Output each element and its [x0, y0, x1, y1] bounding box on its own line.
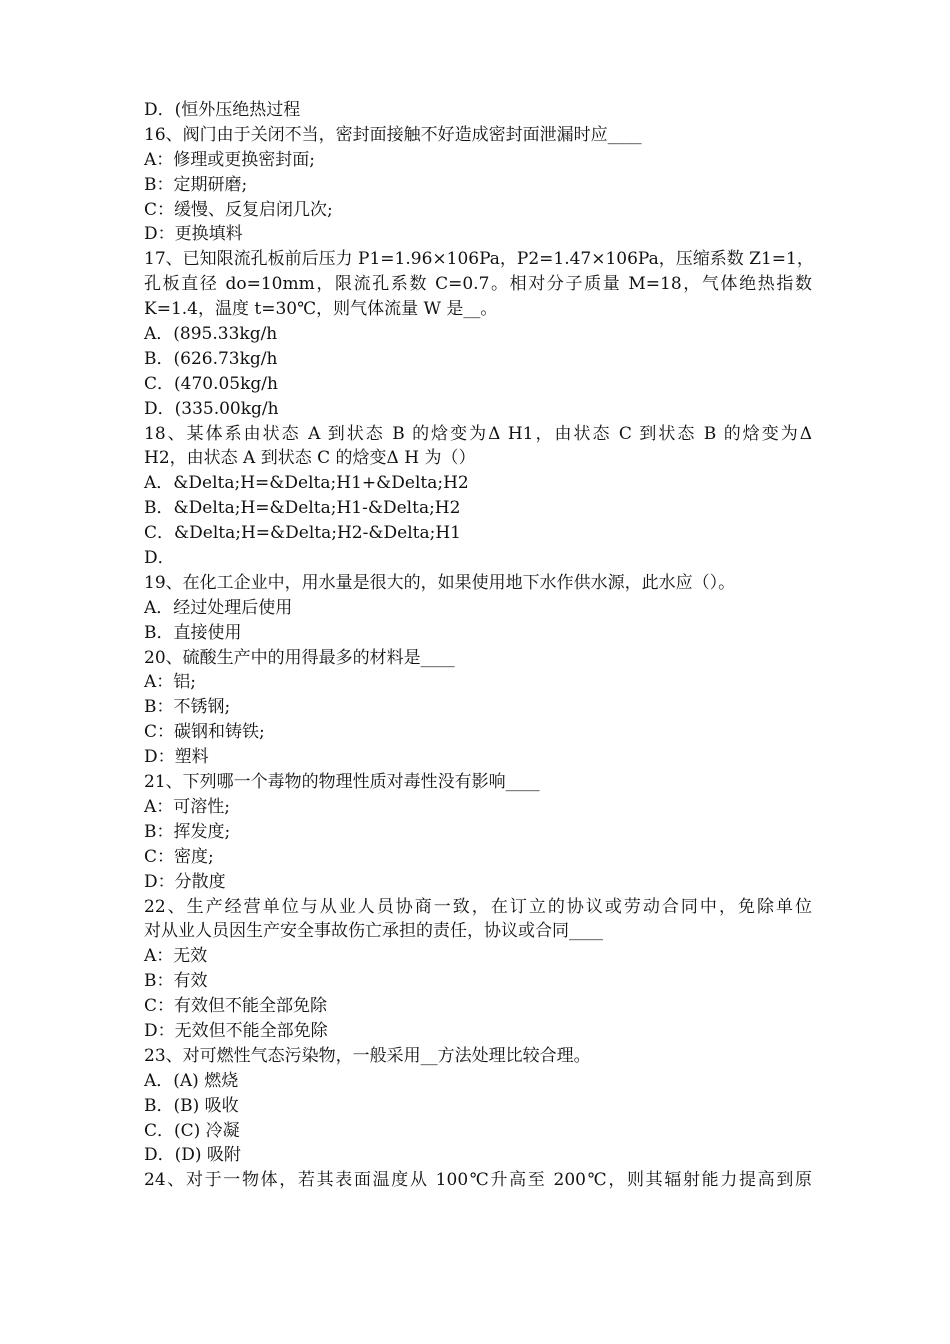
option-line: D：无效但不能全部免除	[144, 1020, 328, 1041]
option-line: C．&Delta;H=&Delta;H2-&Delta;H1	[144, 523, 461, 544]
option-line: A．&Delta;H=&Delta;H1+&Delta;H2	[144, 473, 469, 494]
option-line: B．(626.73kg/h	[144, 348, 278, 369]
question-17: 17、已知限流孔板前后压力 P1=1.96×106Pa，P2=1.47×106Pa，压缩系数 Z1=1，	[144, 249, 814, 270]
question-17-cont: 孔板直径 do=10mm，限流孔系数 C=0.7。相对分子质量 M=18，气体绝热指数	[144, 274, 812, 295]
option-line: B：不锈钢;	[144, 697, 231, 718]
question-18-cont: H2，由状态 A 到状态 C 的焓变Δ H 为（）	[144, 448, 476, 469]
question-21: 21、下列哪一个毒物的物理性质对毒性没有影响____	[144, 772, 540, 793]
option-line: D．(D) 吸附	[144, 1145, 241, 1166]
option-line: A：可溶性;	[144, 796, 231, 817]
question-23: 23、对可燃性气态污染物，一般采用__方法处理比较合理。	[144, 1045, 591, 1066]
option-line: A．(895.33kg/h	[144, 324, 278, 345]
option-line: D：更换填料	[144, 224, 243, 245]
question-20: 20、硫酸生产中的用得最多的材料是____	[144, 647, 455, 668]
option-line: A：无效	[144, 946, 208, 967]
option-line: A：铝;	[144, 672, 197, 693]
question-18: 18、某体系由状态 A 到状态 B 的焓变为Δ H1，由状态 C 到状态 B 的焓变为Δ	[144, 423, 812, 444]
option-line: C：碳钢和铸铁;	[144, 722, 265, 743]
question-24: 24、对于一物体，若其表面温度从 100℃升高至 200℃，则其辐射能力提高到原	[144, 1170, 812, 1191]
option-line: A．(A) 燃烧	[144, 1070, 239, 1091]
question-22-cont: 对从业人员因生产安全事故伤亡承担的责任，协议或合同____	[144, 921, 603, 942]
question-17-cont: K=1.4，温度 t=30℃，则气体流量 W 是__。	[144, 299, 498, 320]
option-line: C．(C) 冷凝	[144, 1120, 240, 1141]
option-line: D：塑料	[144, 747, 209, 768]
option-line: D．	[144, 548, 175, 569]
option-line: C：有效但不能全部免除	[144, 996, 328, 1017]
option-line: B．(B) 吸收	[144, 1095, 239, 1116]
option-line: B：有效	[144, 971, 208, 992]
option-line: C：缓慢、反复启闭几次;	[144, 199, 333, 220]
question-22: 22、生产经营单位与从业人员协商一致，在订立的协议或劳动合同中，免除单位	[144, 896, 812, 917]
option-line: B：挥发度;	[144, 821, 231, 842]
option-line: C：密度;	[144, 846, 214, 867]
option-line: D：分散度	[144, 871, 226, 892]
option-line: D．(恒外压绝热过程	[144, 100, 301, 120]
document-page	[144, 98, 812, 1193]
question-19: 19、在化工企业中，用水量是很大的，如果使用地下水作供水源，此水应（）。	[144, 572, 736, 593]
question-16: 16、阀门由于关闭不当，密封面接触不好造成密封面泄漏时应____	[144, 124, 642, 145]
option-line: B：定期研磨;	[144, 174, 248, 195]
option-line: A．经过处理后使用	[144, 597, 293, 618]
option-line: C．(470.05kg/h	[144, 373, 278, 394]
option-line: B．&Delta;H=&Delta;H1-&Delta;H2	[144, 498, 461, 519]
option-line: D．(335.00kg/h	[144, 398, 279, 419]
option-line: B．直接使用	[144, 622, 242, 643]
option-line: A：修理或更换密封面;	[144, 149, 316, 170]
